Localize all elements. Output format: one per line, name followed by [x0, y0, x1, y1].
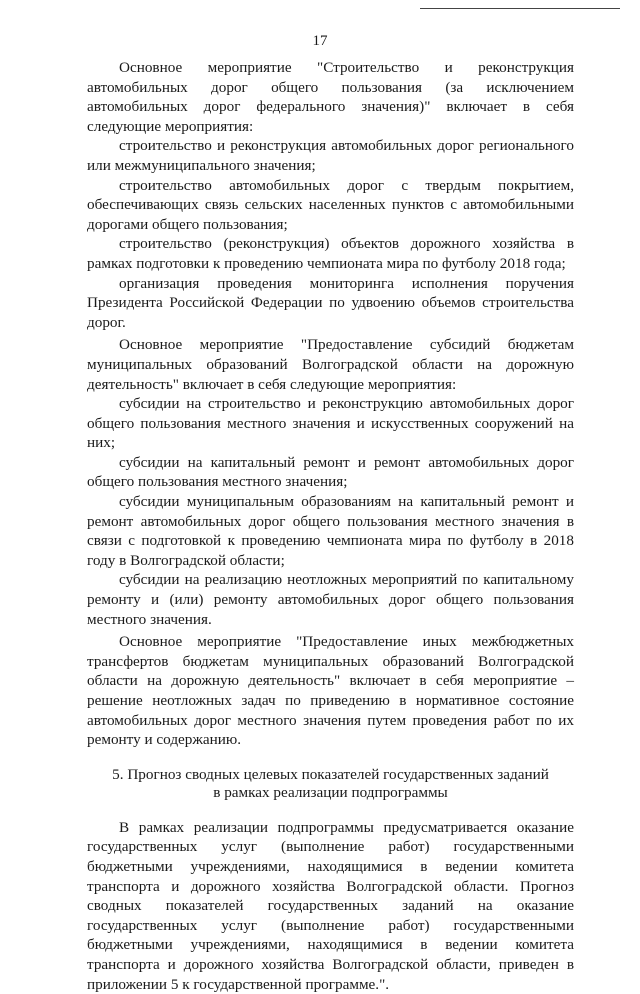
section-heading-line-2: в рамках реализации подпрограммы	[213, 783, 448, 801]
paragraph-subsidies-construction: субсидии на строительство и реконструкцию автомобильных дорог общего пользования местного значения и искусственных сооружений на них;	[87, 395, 574, 452]
document-body	[87, 58, 574, 994]
top-rule	[420, 8, 620, 9]
paragraph-subsidies-repair: субсидии на капитальный ремонт и ремонт автомобильных дорог общего пользования местного значения;	[87, 453, 574, 491]
paragraph-rural-roads: строительство автомобильных дорог с твердым покрытием, обеспечивающих связь сельских населенных пунктов с автомобильными дорогами общего пользования;	[87, 176, 574, 233]
paragraph-monitoring: организация проведения мониторинга исполнения поручения Президента Российской Федерации по удвоению объемов строительства дорог.	[87, 274, 574, 331]
paragraph-world-cup-objects: строительство (реконструкция) объектов дорожного хозяйства в рамках подготовки к проведению чемпионата мира по футболу 2018 года;	[87, 235, 574, 272]
section-heading-line-1: 5. Прогноз сводных целевых показателей государственных заданий	[112, 765, 549, 783]
paragraph-main-event-subsidies: Основное мероприятие "Предоставление субсидий бюджетам муниципальных образований Волгоградской области на дорожную деятельность" включает в себя следующие мероприятия:	[87, 336, 574, 393]
page-number: 17	[312, 33, 328, 49]
paragraph-main-event-transfers: Основное мероприятие "Предоставление иных межбюджетных трансфертов бюджетам муниципальных образований Волгоградской области на дорожную деятельность" включает в себя мероприятие – решение неотложных задач по приведению в нормативное состояние автомобильных дорог местного значения путем проведения работ по их ремонту и содержанию.	[87, 633, 574, 749]
paragraph-regional-roads: строительство и реконструкция автомобильных дорог регионального или межмуниципального значения;	[87, 137, 574, 174]
paragraph-main-event-construction: Основное мероприятие "Строительство и реконструкция автомобильных дорог общего пользования (за исключением автомобильных дорог федерального значения)" включает в себя следующие мероприятия:	[87, 59, 574, 135]
paragraph-subsidies-world-cup: субсидии муниципальным образованиям на капитальный ремонт и ремонт автомобильных дорог общего пользования местного значения в связи с подготовкой к проведению чемпионата мира по футболу в 2018 году в Волгоградской области;	[87, 493, 574, 569]
section-heading	[87, 766, 574, 802]
paragraph-subsidies-urgent: субсидии на реализацию неотложных мероприятий по капитальному ремонту и (или) ремонту автомобильных дорог общего пользования местного значения.	[87, 571, 574, 628]
paragraph-state-assignments: В рамках реализации подпрограммы предусматривается оказание государственных услуг (выполнение работ) государственными бюджетными учреждениями, находящимися в ведении комитета транспорта и дорожного хозяйства Волгоградской области. Прогноз сводных показателей государственных заданий на оказание государственных услуг (выполнение работ) государственными бюджетными учреждениями, находящимися в ведении комитета транспорта и дорожного хозяйства Волгоградской области, приведен в приложении 5 к государственной программе.".	[87, 818, 574, 993]
